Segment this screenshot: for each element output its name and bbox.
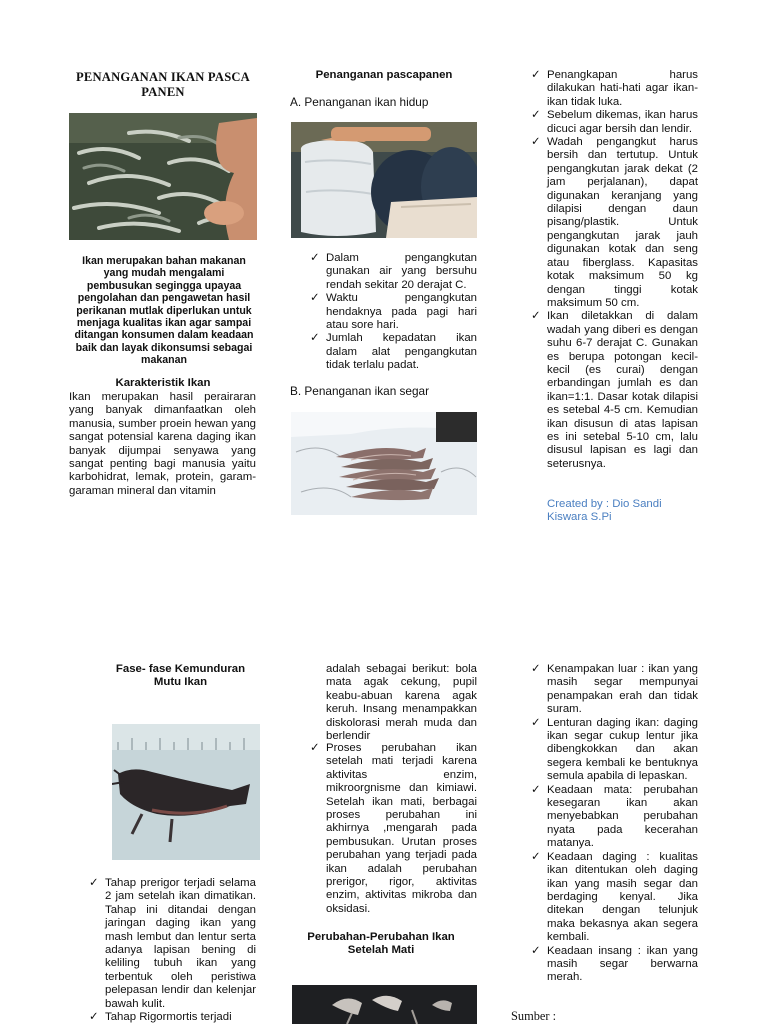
photo-fish-harvest	[69, 113, 257, 240]
section-heading-karakteristik: Karakteristik Ikan	[115, 377, 211, 389]
heading-perubahan-setelah-mati: Perubahan-Perubahan Ikan Setelah Mati	[307, 931, 455, 957]
subheading-ikan-hidup: A. Penanganan ikan hidup	[290, 95, 429, 109]
source-label: Sumber :	[511, 1009, 557, 1023]
list-item: ✓ Dalam pengangkutan gunakan air yang bersuhu rendah sekitar 20 derajat C.	[310, 252, 477, 291]
check-icon: ✓	[531, 69, 541, 81]
column-1	[68, 70, 258, 100]
check-icon: ✓	[531, 663, 541, 675]
paragraph-lanjutan: adalah sebagai berikut: bola mata agak cekung, pupil keabu-abuan karena agak keruh. Insang menampakkan diskolorasi merah muda dan berlendir	[326, 663, 477, 743]
check-icon: ✓	[310, 292, 320, 305]
document-title: PENANGANAN IKAN PASCA PANEN	[76, 70, 250, 99]
list-item: ✓ Jumlah kepadatan ikan dalam alat pengangkutan tidak terlalu padat.	[310, 332, 477, 372]
heading-penanganan-pascapanen: Penanganan pascapanen	[315, 69, 453, 81]
list-item: ✓ Keadaan insang : ikan yang masih segar berwarna merah.	[531, 944, 698, 984]
subheading-ikan-segar: B. Penanganan ikan segar	[290, 384, 430, 398]
list-item: ✓ Ikan diletakkan di dalam wadah yang diberi es dengan suhu 6-7 derajat C. Gunakan es berupa potongan kecil-kecil (es curai) dengan erbandingan jumlah es dan ikan=1:1. Dasar kotak dilapisi es setebal 4-5 cm. Kemudian ikan disusun di atas lapisan es ini setebal 5-10 cm, lalu disusul lapisan es lagi dan seterusnya.	[531, 310, 698, 470]
check-icon: ✓	[310, 742, 320, 754]
list-item: ✓ Proses perubahan ikan setelah mati terjadi karena aktivitas enzim, mikroorgnisme dan kimiawi. Setelah ikan mati, berbagai proses perubahan ini akhirnya ,mengarah pada pembusukan. Urutan proses perubahan yang terjadi pada ikan adalah perubahan prerigor, rigor, aktivitas enzim, aktivitas mikroba dan oksidasi.	[310, 742, 477, 915]
list-proses-perubahan	[308, 742, 477, 916]
check-icon: ✓	[531, 944, 541, 957]
check-icon: ✓	[89, 1011, 99, 1024]
list-item: ✓ Keadaan daging : kualitas ikan ditentukan oleh daging ikan yang masih segar dan berdaging kenyal. Jika ditekan dengan telunjuk maka bekasnya akan segera kembali.	[531, 850, 698, 944]
list-item: ✓ Kenampakan luar : ikan yang masih segar mempunyai penampakan erah dan tidak suram.	[531, 663, 698, 716]
check-icon: ✓	[531, 783, 541, 796]
photo-catfish-ruler	[112, 724, 260, 860]
list-item: ✓ Wadah pengangkut harus bersih dan tertutup. Untuk pengangkutan jarak dekat (2 jam perjalanan), dapat digunakan keranjang yang dilapisi dengan daun pisang/plastik. Untuk pengangkutan jarak jauh digunakan kotak dan seng atau fiberglass. Kapasitas kotak maksimum 50 kg dengan tinggi kotak maksimum 50 cm.	[531, 136, 698, 309]
check-icon: ✓	[531, 136, 541, 149]
photo-fish-on-ice	[291, 412, 477, 515]
list-item: ✓ Waktu pengangkutan hendaknya pada pagi hari atau sore hari.	[310, 292, 477, 332]
check-icon: ✓	[310, 332, 320, 345]
section-body-karakteristik: Ikan merupakan hasil perairaran yang banyak dimanfaatkan oleh manusia, sumber proein hewan yang sangat potensial karena daging ikan banyak dijumpai senyawa yang sangat penting bagi manusia yaitu karbohidrat, lemak, protein, garam-garaman mineral dan vitamin	[69, 391, 256, 497]
check-icon: ✓	[531, 716, 541, 729]
check-icon: ✓	[310, 252, 320, 264]
author-credit: Created by : Dio Sandi Kiswara S.Pi	[547, 498, 662, 524]
check-icon: ✓	[531, 310, 541, 323]
list-item: ✓ Tahap Rigormortis terjadi	[89, 1011, 232, 1024]
list-ciri-ikan-segar	[529, 663, 698, 985]
check-icon: ✓	[531, 109, 541, 122]
check-icon: ✓	[89, 877, 99, 889]
list-item: ✓ Sebelum dikemas, ikan harus dicuci agar bersih dan lendir.	[531, 109, 698, 135]
check-icon: ✓	[531, 850, 541, 863]
list-penanganan-ikan-segar	[529, 69, 698, 471]
list-item: ✓ Tahap prerigor terjadi selama 2 jam setelah ikan dimatikan. Tahap ini ditandai dengan jaringan daging ikan yang mash lembut dan lentur serta adanya lapisan bening di keliling tubuh ikan yang terbentuk oleh peristiwa pelepasan lendir dan kelenjar bawah kulit.	[89, 877, 256, 1010]
list-ikan-hidup	[308, 252, 477, 373]
list-item: ✓ Keadaan mata: perubahan kesegaran ikan akan menyebabkan perubahan nyata pada kecerahan matanya.	[531, 783, 698, 850]
photo-plastic-bags	[291, 122, 477, 238]
list-item: ✓ Penangkapan harus dilakukan hati-hati agar ikan-ikan tidak luka.	[531, 69, 698, 108]
photo-fish-dark	[292, 985, 477, 1024]
list-fase-kemunduran	[87, 877, 256, 1024]
list-item: ✓ Lenturan daging ikan: daging ikan segar cukup lentur jika dibengkokkan dan akan segera kembali ke bentuknya semula apabila di lepaskan.	[531, 716, 698, 783]
heading-fase-kemunduran: Fase- fase Kemunduran Mutu Ikan	[115, 663, 246, 689]
intro-paragraph: Ikan merupakan bahan makanan yang mudah mengalami pembusukan segingga upayaa pengolahan dan pengawetan hasil perikanan mutlak diperlukan untuk menjaga kualitas ikan agar sampai ditangan konsumen dalam keadaan baik dan layak dikonsumsi sebagai makanan	[74, 255, 254, 367]
